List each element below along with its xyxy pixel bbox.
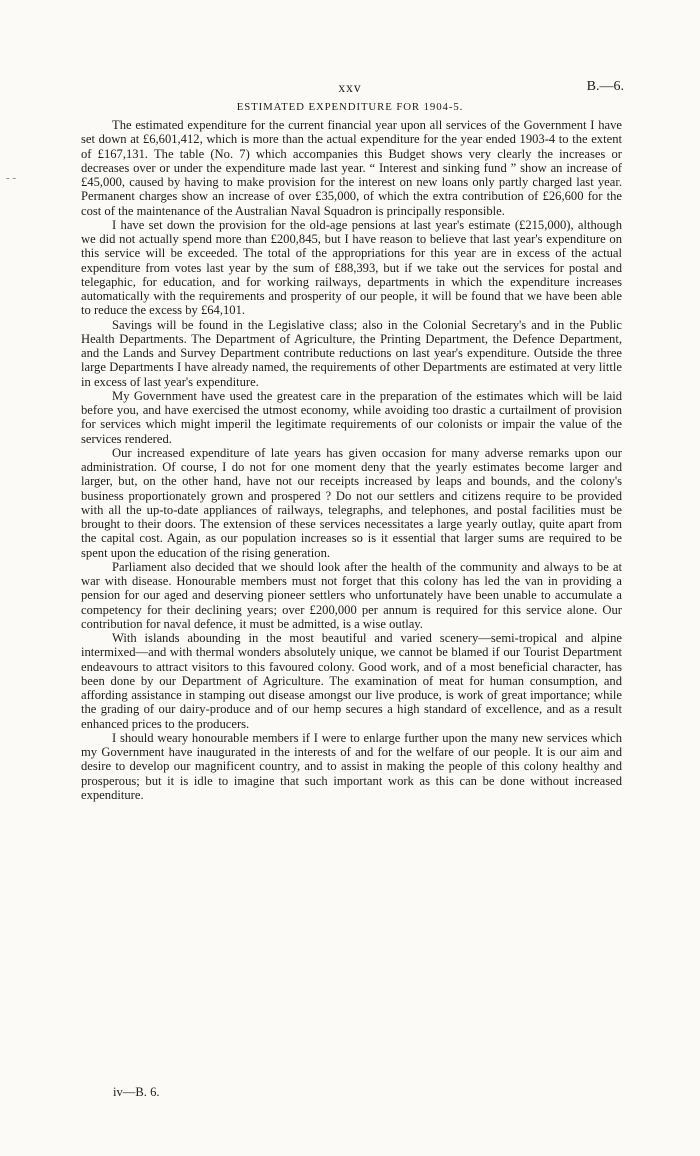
paragraph: With islands abounding in the most beautiful and varied scenery—semi-tropical and alpine intermixed—and with thermal wonders absolutely unique, we cannot be blamed if our Tourist Department endeavours to attract visitors to this favoured colony. Good work, and of a most beneficial character, has been done by our Department of Agriculture. The examination of meat for human consumption, and affording assistance in stamping out disease amongst our live produce, is work of great importance; while the grading of our dairy-produce and of our hemp secures a high standard of excellence, and as a result enhanced prices to the producers.	[81, 631, 622, 731]
paragraph: The estimated expenditure for the current financial year upon all services of the Government I have set down at £6,601,412, which is more than the actual expenditure for the year ended 1903-4 to the extent of £167,131. The table (No. 7) which accompanies this Budget shows very clearly the increases or decreases over or under the expenditure made last year. “ Interest and sinking fund ” show an increase of £45,000, caused by having to make provision for the interest on new loans only partly charged last year. Permanent charges show an increase of over £35,000, of which the extra contribution of £26,600 for the cost of the maintenance of the Australian Naval Squadron is principally responsible.	[81, 118, 622, 218]
paragraph: I have set down the provision for the old-age pensions at last year's estimate (£215,000), although we did not actually spend more than £200,845, but I have reason to believe that last year's expenditure on this service will be exceeded. The total of the appropriations for this year are in excess of the actual expenditure from votes last year by the sum of £88,393, but if we take out the services for postal and telegaphic, for education, and for working railways, departments in which the expenditure increases automatically with the requirements and prosperity of our people, it will be found that we have been able to reduce the excess by £64,101.	[81, 217, 622, 318]
page-number: xxv	[338, 80, 362, 95]
paragraph: I should weary honourable members if I were to enlarge further upon the many new services which my Government have inaugurated in the interests of and for the welfare of our people. It is our aim and desire to develop our magnificent country, and to assist in making the people of this colony healthy and prosperous; but it is idle to imagine that such important work as this can be done without increased expenditure.	[81, 730, 622, 802]
section-title: ESTIMATED EXPENDITURE FOR 1904-5.	[236, 101, 464, 113]
paragraph: Savings will be found in the Legislative class; also in the Colonial Secretary's and in the Public Health Departments. The Department of Agriculture, the Printing Department, the Defence Department, and the Lands and Survey Department contribute reductions on last year's expenditure. Outside the three large Departments I have already named, the requirements of other Departments are estimated at very little in excess of last year's expenditure.	[81, 317, 622, 389]
paragraph: My Government have used the greatest care in the preparation of the estimates which will be laid before you, and have exercised the utmost economy, while avoiding too drastic a curtailment of provision for services which might imperil the legitimate requirements of our colonists or impair the value of the services rendered.	[81, 388, 622, 446]
document-reference: B.—6.	[586, 79, 624, 94]
body-text	[81, 118, 622, 802]
footer-signature: iv—B. 6.	[113, 1085, 160, 1099]
paragraph: Our increased expenditure of late years has given occasion for many adverse remarks upon our administration. Of course, I do not for one moment deny that the yearly estimates become larger and larger, but, on the other hand, have not our receipts increased by leaps and bounds, and the colony's business proportionately grown and prospered ? Do not our settlers and citizens require to be provided with all the up-to-date appliances of railways, telegraphs, and telephones, and postal facilities must be brought to their doors. The extension of these services necessitates a large yearly outlay, quite apart from the capital cost. Again, as our population increases so is it essential that larger sums are required to be spent upon the education of the rising generation.	[81, 445, 622, 560]
margin-mark: - -	[6, 172, 17, 184]
paragraph: Parliament also decided that we should look after the health of the community and always to be at war with disease. Honourable members must not forget that this colony has led the van in providing a pension for our aged and deserving pioneer settlers who unfortunately have been unable to accumulate a competency for their declining years; over £200,000 per annum is required for this service alone. Our contribution for naval defence, it must be admitted, is a wise outlay.	[81, 559, 622, 631]
